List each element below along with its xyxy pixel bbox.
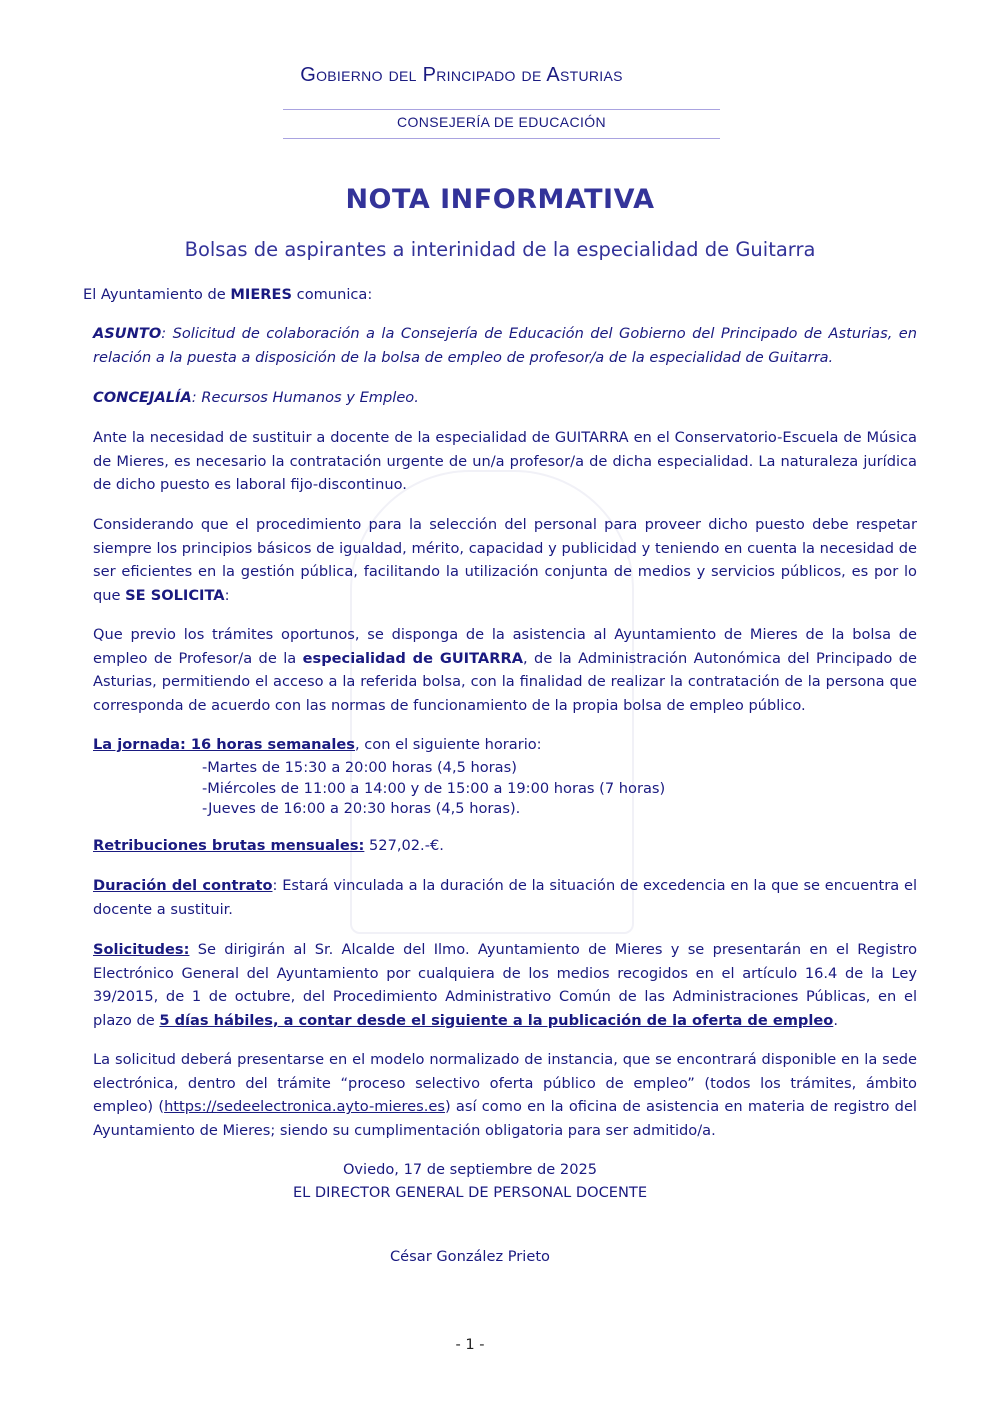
label: Solicitudes: xyxy=(93,941,190,958)
text: Que previo los trámites oportunos, se disponga de la asistencia al Ayuntamiento de Mieres de la bolsa de empleo de Profesor/a de la xyxy=(93,626,917,667)
concejalia xyxy=(93,386,917,410)
text: . xyxy=(833,1011,838,1029)
paragraph-1: Ante la necesidad de sustituir a docente de la especialidad de GUITARRA en el Conservatorio-Escuela de Música de Mieres, es necesario la contratación urgente de un/a profesor/a de dicha especialidad. La naturaleza jurídica de dicho puesto es laboral fijo-discontinuo. xyxy=(93,429,917,493)
paragraph-2 xyxy=(93,513,917,607)
header-department: CONSEJERÍA DE EDUCACIÓN xyxy=(396,114,607,130)
label: Duración del contrato xyxy=(93,877,273,894)
text: : Solicitud de colaboración a la Consejería de Educación del Gobierno del Principado de Asturias, en relación a la puesta a disposición de la bolsa de empleo de profesor/a de la especialidad de Guitarra. xyxy=(93,325,917,366)
schedule-item: -Miércoles de 11:00 a 14:00 y de 15:00 a 19:00 horas (7 horas) xyxy=(202,779,666,797)
solicitudes xyxy=(93,938,917,1032)
paragraph-3 xyxy=(93,623,917,717)
header-rule-top xyxy=(283,109,720,110)
paragraph-4 xyxy=(93,1048,917,1142)
retribuciones xyxy=(93,834,917,858)
municipality: MIERES xyxy=(230,286,293,303)
schedule-item: -Martes de 15:30 a 20:00 horas (4,5 horas) xyxy=(202,759,517,776)
value: 527,02.-€. xyxy=(364,837,444,854)
label: La jornada: 16 horas semanales xyxy=(93,736,355,753)
text: comunica: xyxy=(292,286,373,303)
signature-place-date: Oviedo, 17 de septiembre de 2025 xyxy=(342,1161,598,1178)
text: , de la Administración Autonómica del Principado de Asturias, permitiendo el acceso a la referida bolsa, con la finalidad de realizar la contratación de la persona que corresponda de acuerdo con las normas de funcionamiento de la propia bolsa de empleo público. xyxy=(93,649,918,714)
text: La solicitud deberá presentarse en el modelo normalizado de instancia, que se encontrará disponible en la sede electrónica, dentro del trámite “proceso selectivo oferta público de empleo” (todos los trámites, ámbito empleo) ( xyxy=(93,1051,917,1115)
asunto xyxy=(93,322,917,369)
text: Considerando que el procedimiento para la selección del personal para proveer dicho puesto debe respetar siempre los principios básicos de igualdad, mérito, capacidad y publicidad y teniendo en cuenta la necesidad de ser eficientes en la gestión pública, facilitando la utilización conjunta de medios y servicios públicos, es por lo que xyxy=(93,516,917,604)
jornada xyxy=(93,733,917,757)
page-subtitle: Bolsas de aspirantes a interinidad de la especialidad de Guitarra xyxy=(184,238,816,261)
schedule-list xyxy=(202,758,665,820)
schedule-item: -Jueves de 16:00 a 20:30 horas (4,5 horas). xyxy=(202,800,521,817)
intro xyxy=(83,283,907,307)
page-number: - 1 - xyxy=(455,1336,485,1353)
label: Retribuciones brutas mensuales: xyxy=(93,837,365,854)
duracion xyxy=(93,874,917,921)
header-org: Gobierno del Principado de Asturias xyxy=(300,64,623,86)
label: CONCEJALÍA xyxy=(93,389,192,406)
emphasis: SE SOLICITA xyxy=(125,586,225,604)
text: Se dirigirán al Sr. Alcalde del Ilmo. Ayuntamiento de Mieres y se presentarán en el Registro Electrónico General del Ayuntamiento por cualquiera de los medios recogidos en el artículo 16.4 de la Ley 39/2015, de 1 de octubre, del Procedimiento Administrativo Común de las Administraciones Públicas, en el plazo de xyxy=(93,941,917,1029)
deadline: 5 días hábiles, a contar desde el siguiente a la publicación de la oferta de empleo xyxy=(159,1011,834,1029)
label: ASUNTO xyxy=(93,325,162,342)
emphasis: especialidad de GUITARRA xyxy=(302,649,523,667)
text: El Ayuntamiento de xyxy=(83,286,231,303)
page-title: NOTA INFORMATIVA xyxy=(345,184,655,215)
text: : Recursos Humanos y Empleo. xyxy=(191,389,419,406)
signature-name: César González Prieto xyxy=(389,1248,550,1265)
sede-electronica-link[interactable]: https://sedeelectronica.ayto-mieres.es xyxy=(164,1098,445,1115)
text: ) así como en la oficina de asistencia en materia de registro del Ayuntamiento de Mieres; siendo su cumplimentación obligatoria para ser admitido/a. xyxy=(93,1098,917,1139)
text: : Estará vinculada a la duración de la situación de excedencia en la que se encuentra el docente a sustituir. xyxy=(93,877,918,918)
header-rule-bottom xyxy=(283,138,720,139)
text: , con el siguiente horario: xyxy=(354,736,542,753)
text: : xyxy=(224,586,230,604)
signature-role: EL DIRECTOR GENERAL DE PERSONAL DOCENTE xyxy=(292,1184,648,1201)
